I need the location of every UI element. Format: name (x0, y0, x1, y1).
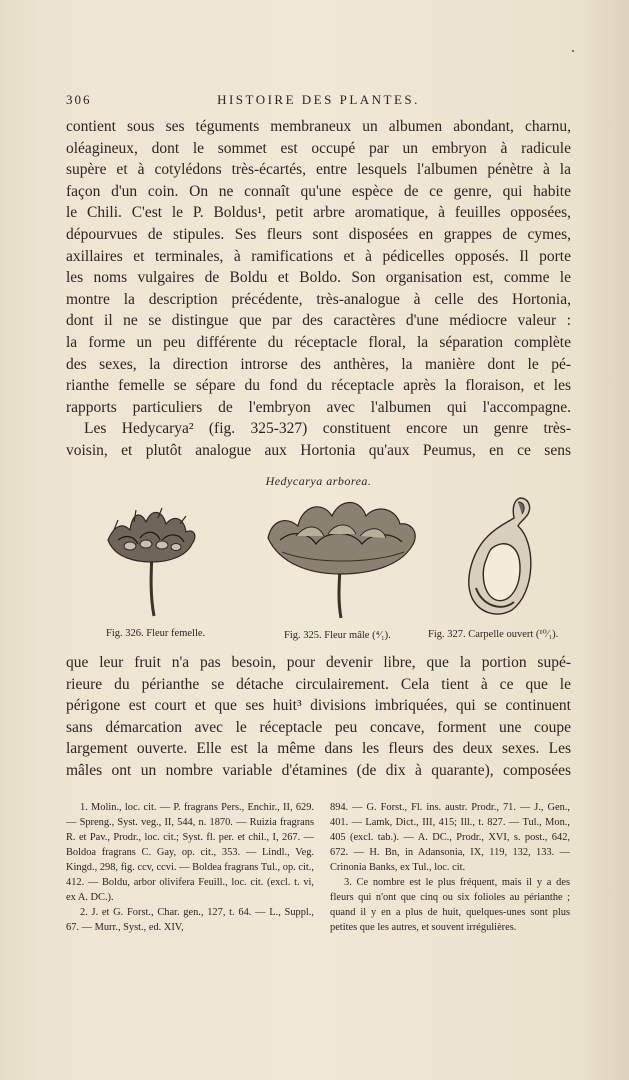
caption-fig-325: Fig. 325. Fleur mâle (⁴⁄₁). (284, 630, 391, 641)
caption-fig-326: Fig. 326. Fleur femelle. (106, 628, 206, 639)
text-line: dépourvues de stipules. Ses fleurs sont disposées en grappes de cymes, (66, 225, 571, 243)
footnotes-right-column (330, 800, 570, 935)
open-carpel-illustration (462, 492, 542, 620)
text-line: rieure du périanthe se détache circulairement. Cela tient à ce que le (66, 675, 571, 693)
page-number: 306 (66, 92, 92, 107)
footnote-2: 2. J. et G. Forst., Char. gen., 127, t. 64. — L., Suppl., 67. — Murr., Syst., ed. XIV, (66, 907, 314, 933)
text-line: axillaires et terminales, à ramifications et à pédicelles opposés. Il porte (66, 247, 571, 265)
text-line: le Chili. C'est le P. Boldus¹, petit arbre aromatique, à feuilles opposées, (66, 204, 571, 222)
text-line: voisin, et plutôt analogue aux Hortonia qu'aux Peumus, en ce sens (66, 441, 571, 459)
male-flower-illustration (262, 490, 422, 620)
text-line: la forme un peu différente du réceptacle floral, la séparation complète (66, 333, 571, 351)
text-line: Les Hedycarya² (fig. 325-327) constituent encore un genre très- (84, 420, 571, 438)
text-line: des sexes, la direction introrse des anthères, la manière dont le pé- (66, 355, 571, 373)
text-line: dont il ne se distingue que par des caractères d'une médiocre valeur : (66, 312, 571, 330)
text-line: les noms vulgaires de Boldu et Boldo. Son organisation est, comme le (66, 269, 571, 287)
text-line: périgone est court et que ses huit³ divisions imbriquées, qui se continuent (66, 697, 571, 715)
text-line: largement ouverte. Elle est la même dans les fleurs des deux sexes. Les (66, 740, 571, 758)
footnote-2-continued: 894. — G. Forst., Fl. ins. austr. Prodr., 71. — J., Gen., 401. — Lamk, Dict., III, 415; Ill., t. 827. — Tul., Mon., 405 (excl. tab.). — A. DC., Prodr., XVI, s. post., 642, 672. — H. Bn, in Adansonia, IX, 119, 132, 133. — Crinonia Banks, ex Tul., loc. cit. (330, 802, 570, 873)
speck (572, 50, 574, 52)
text-line: mâles ont un nombre variable d'étamines (de dix à quarante), composées (66, 761, 571, 779)
female-flower-illustration (100, 500, 200, 618)
footnote-1: 1. Molin., loc. cit. — P. fragrans Pers., Enchir., II, 629. — Spreng., Syst. veg., II, 544, n. 1870. — Ruizia fragrans R. et Pav., Prodr., loc. cit.; Syst. fl. per. et chil., I, 267. — Boldoa fragrans C. Gay, op. cit., 353. — Lindl., Veg. Kingd., 298, fig. ccv, ccvi. — Boldea fragrans Tul., op. cit., 412. — Boldu, arbor olivifera Feuill., loc. cit. (excl. t. vi, ex A. DC.). (66, 802, 314, 903)
text-line: sans démarcation avec le réceptacle peu concave, forment une coupe (66, 718, 571, 736)
text-line: rapports particuliers de l'embryon avec l'albumen qui l'accompagne. (66, 398, 571, 416)
text-line: contient sous ses téguments membraneux un albumen abondant, charnu, (66, 118, 571, 135)
paragraph-bottom (66, 652, 571, 782)
footnote-3: 3. Ce nombre est le plus fréquent, mais il y a des fleurs qui n'ont que cinq ou six folioles au périanthe ; quand il y en a plus de huit, quelques-unes sont plus petites que les autres, et souvent irrégulières. (330, 877, 570, 933)
running-title: HISTOIRE DES PLANTES. (217, 92, 420, 107)
paragraph-top (66, 116, 571, 462)
footnotes-left-column (66, 800, 314, 935)
text-line: supère et à cotylédons très-écartés, entre lesquels l'albumen pénètre à la (66, 161, 571, 179)
text-line: montre la description précédente, très-analogue à celle des Hortonia, (66, 290, 571, 308)
text-line: rianthe femelle se sépare du fond du réceptacle après la floraison, et les (66, 377, 571, 395)
caption-fig-327: Fig. 327. Carpelle ouvert (¹⁰⁄₁). (428, 629, 559, 640)
text-line: que leur fruit n'a pas besoin, pour devenir libre, que la portion supé- (66, 654, 571, 671)
figure-title: Hedycarya arborea. (265, 474, 372, 488)
text-line: oléagineux, dont le sommet est occupé par un embryon à radicule (66, 139, 571, 157)
text-line: façon d'un coin. On ne connaît qu'une espèce de ce genre, qui habite (66, 182, 571, 200)
